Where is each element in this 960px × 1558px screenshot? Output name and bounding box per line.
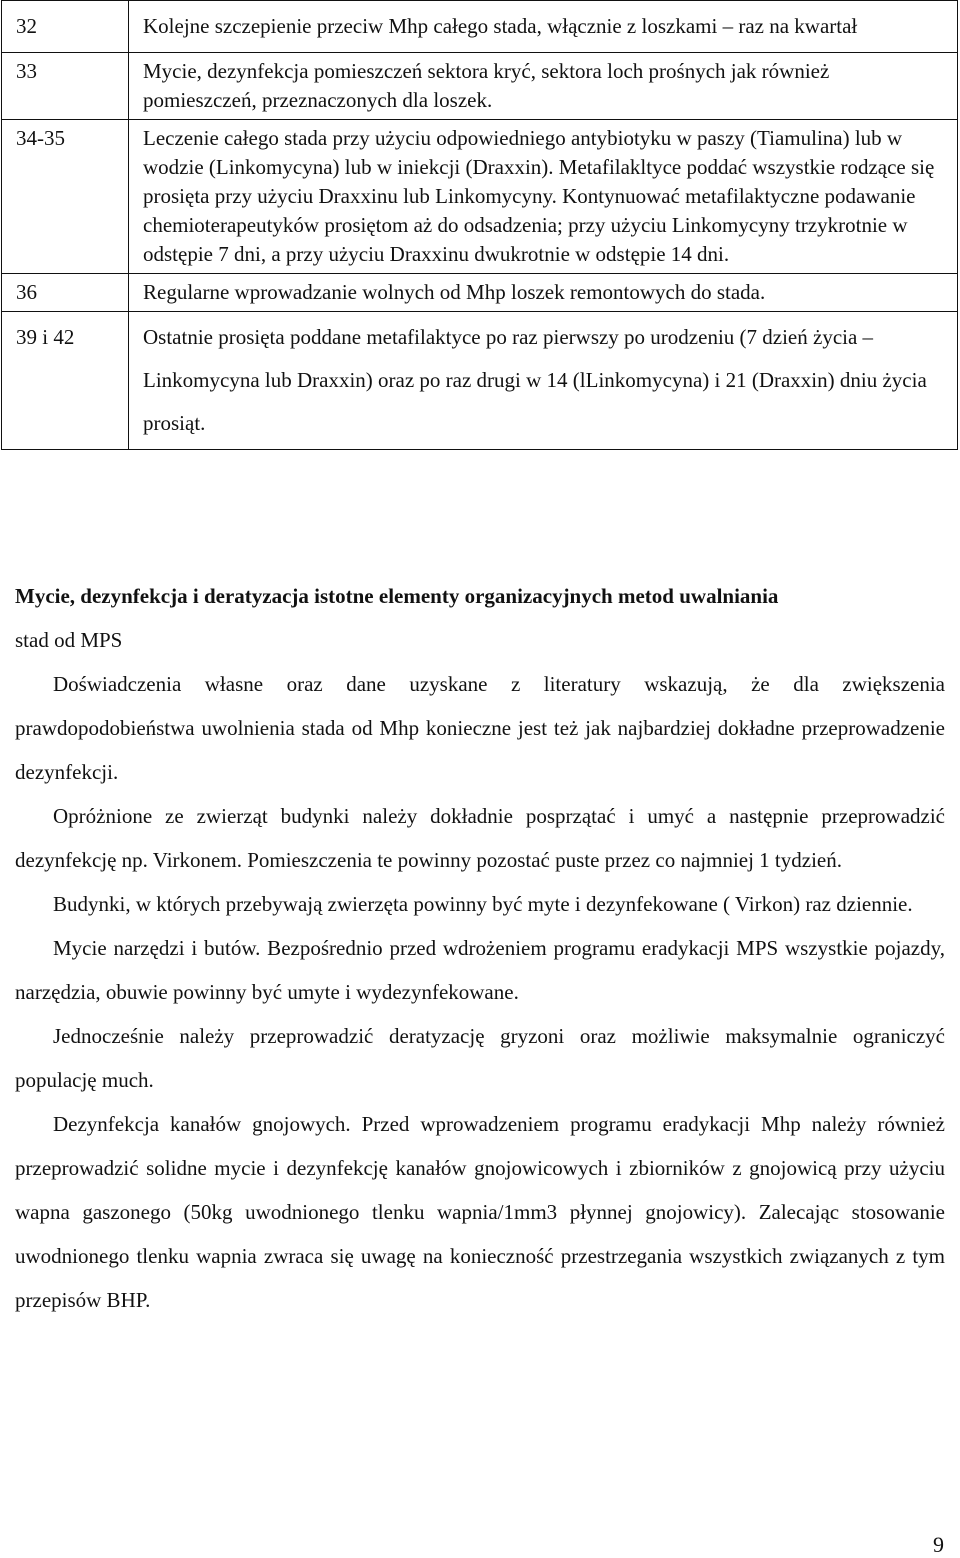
step-description: Regularne wprowadzanie wolnych od Mhp loszek remontowych do stada. [129,274,958,312]
table-row [2,120,958,274]
step-number: 36 [2,274,129,312]
paragraph: Opróżnione ze zwierząt budynki należy dokładnie posprzątać i umyć a następnie przeprowadzić dezynfekcję np. Virkonem. Pomieszczenia te powinny pozostać puste przez co najmniej 1 tydzień. [15,804,945,872]
paragraph: Budynki, w których przebywają zwierzęta powinny być myte i dezynfekowane ( Virkon) raz dziennie. [53,892,913,916]
step-number: 39 i 42 [2,312,129,450]
section-body [15,574,945,1322]
table-row [2,53,958,120]
section-heading-bold: Mycie, dezynfekcja i deratyzacja istotne elementy organizacyjnych metod uwalniania [15,584,779,608]
paragraph: Mycie narzędzi i butów. Bezpośrednio przed wdrożeniem programu eradykacji MPS wszystkie pojazdy, narzędzia, obuwie powinny być umyte i wydezynfekowane. [15,936,945,1004]
table-row [2,1,958,53]
table-row [2,312,958,450]
step-number: 33 [2,53,129,120]
step-description: Ostatnie prosięta poddane metafilaktyce po raz pierwszy po urodzeniu (7 dzień życia – Linkomycyna lub Draxxin) oraz po raz drugi w 14 (lLinkomycyna) i 21 (Draxxin) dniu życia prosiąt. [129,312,958,450]
step-number: 32 [2,1,129,53]
program-steps-table [1,0,958,450]
step-description: Mycie, dezynfekcja pomieszczeń sektora kryć, sektora loch prośnych jak również pomieszczeń, przeznaczonych dla loszek. [129,53,958,120]
paragraph: Doświadczenia własne oraz dane uzyskane z literatury wskazują, że dla zwiększenia prawdopodobieństwa uwolnienia stada od Mhp konieczne jest też jak najbardziej dokładne przeprowadzenie dezynfekcji. [15,672,945,784]
section-heading [15,574,945,662]
step-number: 34-35 [2,120,129,274]
step-description: Leczenie całego stada przy użyciu odpowiedniego antybiotyku w paszy (Tiamulina) lub w wodzie (Linkomycyna) lub w iniekcji (Draxxin). Metafilakltyce poddać wszystkie rodzące się prosięta przy użyciu Draxxinu lub Linkomycyny. Kontynuować metafilaktyczne podawanie chemioterapeutyków prosiętom aż do odsadzenia; przy użyciu Linkomycyny trzykrotnie w odstępie 7 dni, a przy użyciu Draxxinu dwukrotnie w odstępie 14 dni. [129,120,958,274]
paragraph: Jednocześnie należy przeprowadzić deratyzację gryzoni oraz możliwie maksymalnie ograniczyć populację much. [15,1024,945,1092]
page-number: 9 [933,1532,944,1557]
step-description: Kolejne szczepienie przeciw Mhp całego stada, włącznie z loszkami – raz na kwartał [129,1,958,53]
table-row [2,274,958,312]
paragraph: Dezynfekcja kanałów gnojowych. Przed wprowadzeniem programu eradykacji Mhp należy również przeprowadzić solidne mycie i dezynfekcję kanałów gnojowicowych i zbiorników z gnojowicą przy użyciu wapna gaszonego (50kg uwodnionego tlenku wapnia/1mm3 płynnej gnojowicy). Zalecając stosowanie uwodnionego tlenku wapnia zwraca się uwagę na konieczność przestrzegania wszystkich związanych z tym przepisów BHP. [15,1112,945,1312]
section-heading-rest: stad od MPS [15,628,123,652]
